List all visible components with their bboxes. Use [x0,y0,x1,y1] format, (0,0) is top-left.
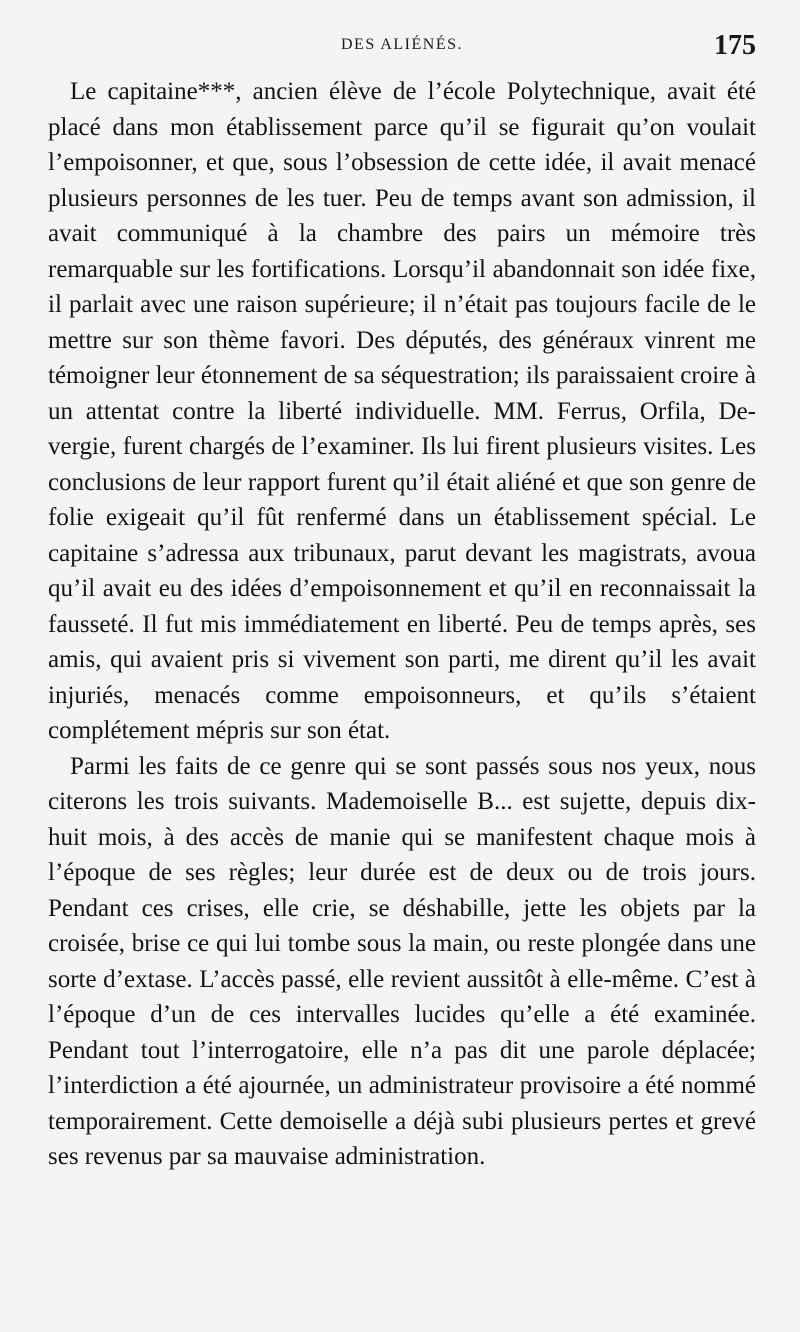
paragraph: Parmi les faits de ce genre qui se sont passés sous nos yeux, nous citerons les trois suivants. Mademoiselle B... est sujette, depuis dix-huit mois, à des accès de manie qui se manifestent chaque mois à l’époque de ses règles; leur durée est de deux ou de trois jours. Pendant ces crises, elle crie, se déshabille, jette les objets par la croisée, brise ce qui lui tombe sous la main, ou reste plongée dans une sorte d’extase. L’accès passé, elle revient aussitôt à elle-même. C’est à l’époque d’un de ces intervalles lucides qu’elle a été examinée. Pendant tout l’interrogatoire, elle n’a pas dit une parole déplacée; l’interdiction a été ajournée, un administrateur provisoire a été nommé temporairement. Cette demoiselle a déjà subi plusieurs pertes et grevé ses revenus par sa mauvaise administration. [48,752,756,1170]
body-text [48,74,756,1175]
paragraph: Le capitaine***, ancien élève de l’école Polytechnique, avait été placé dans mon établissement parce qu’il se figurait qu’on voulait l’empoisonner, et que, sous l’obsession de cette idée, il avait menacé plusieurs personnes de les tuer. Peu de temps avant son admission, il avait communiqué à la chambre des pairs un mémoire très remarquable sur les fortifications. Lorsqu’il abandonnait son idée fixe, il parlait avec une raison supérieure; il n’était pas toujours facile de le mettre sur son thème favori. Des députés, des généraux vinrent me témoigner leur étonnement de sa séquestration; ils paraissaient croire à un attentat contre la liberté individuelle. MM. Ferrus, Orfila, Devergie, furent chargés de l’examiner. Ils lui firent plusieurs visites. Les conclusions de leur rapport furent qu’il était aliéné et que son genre de folie exigeait qu’il fût renfermé dans un établissement spécial. Le capitaine s’adressa aux tribunaux, parut devant les magistrats, avoua qu’il avait eu des idées d’empoisonnement et qu’il en reconnaissait la fausseté. Il fut mis immédiatement en liberté. Peu de temps après, ses amis, qui avaient pris si vivement son parti, me dirent qu’il les avait injuriés, menacés comme empoisonneurs, et qu’ils s’étaient complétement mépris sur son état. [48,78,756,744]
page-header [48,30,756,70]
page-number: 175 [714,30,756,61]
running-head: DES ALIÉNÉS. [341,36,463,53]
